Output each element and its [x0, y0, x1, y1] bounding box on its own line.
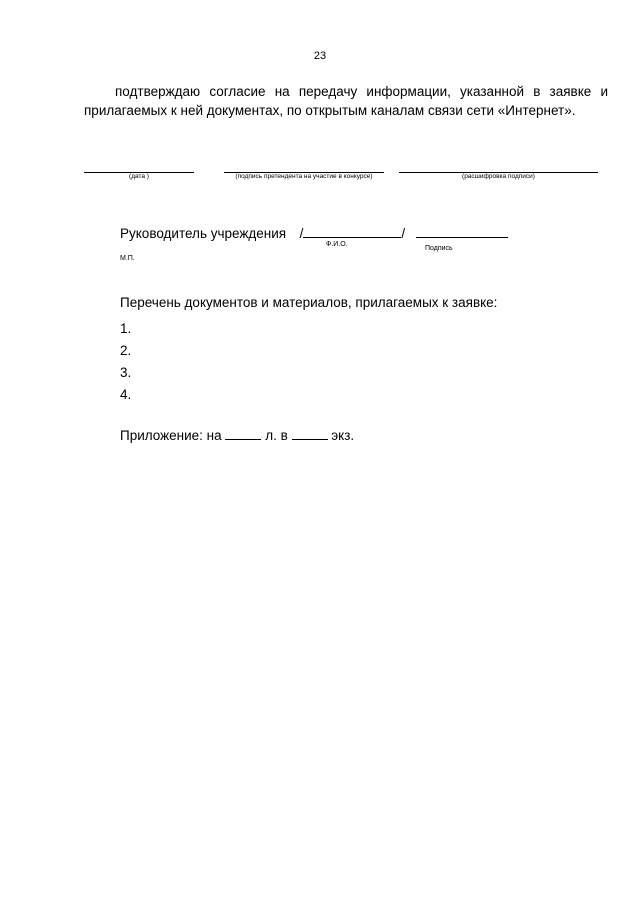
sheets-blank [225, 428, 261, 440]
fio-blank [303, 224, 401, 238]
signature-blank [416, 224, 508, 238]
list-item: 2. [120, 343, 132, 358]
head-signature-row [120, 224, 508, 241]
slash-right: / [401, 226, 406, 241]
appendix-prefix: Приложение: на [120, 428, 222, 443]
appendix-middle: л. в [265, 428, 288, 443]
slash-left: / [299, 226, 304, 241]
date-caption: (дата ) [129, 173, 149, 180]
fio-caption: Ф.И.О. [326, 241, 348, 248]
stamp-caption: М.П. [120, 255, 135, 262]
copies-blank [292, 428, 328, 440]
head-label: Руководитель учреждения [120, 226, 287, 241]
page-number: 23 [313, 50, 327, 62]
documents-list-title: Перечень документов и материалов, прилагаемых к заявке: [120, 295, 498, 310]
head-signature-caption: Подпись [425, 245, 453, 252]
list-item: 3. [120, 365, 132, 380]
list-item: 4. [120, 387, 132, 402]
consent-paragraph: подтверждаю согласие на передачу информации, указанной в заявке и прилагаемых к ней документах, по открытым каналам связи сети «Интернет». [84, 84, 608, 118]
list-item: 1. [120, 321, 132, 336]
signature-caption: (подпись претендента на участие в конкурсе) [235, 173, 373, 180]
documents-list [120, 318, 131, 406]
decoding-caption: (расшифровка подписи) [462, 173, 535, 180]
appendix-line [120, 428, 354, 443]
appendix-suffix: экз. [331, 428, 355, 443]
